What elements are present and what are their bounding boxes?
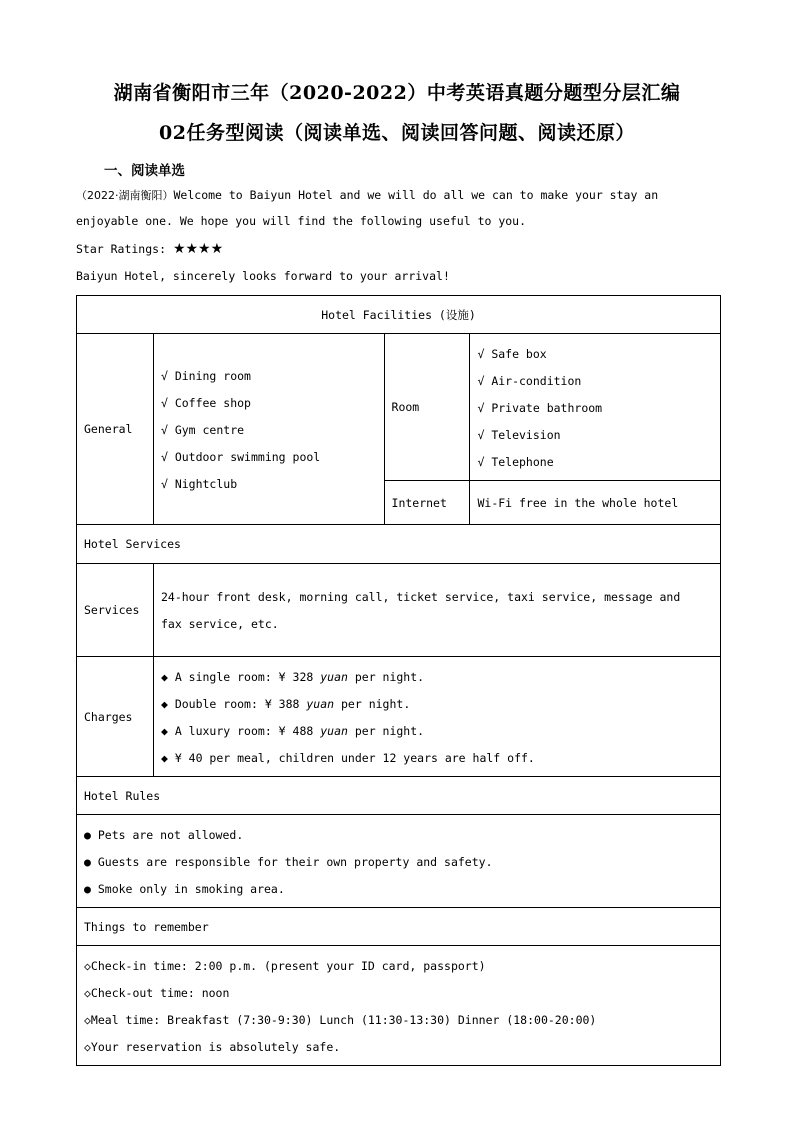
internet-label: Internet [384,481,470,525]
charge-unit: yuan [320,669,348,684]
remember-item: ◇Your reservation is absolutely safe. [84,1039,341,1054]
charge-item [161,691,713,718]
charge-text: ◆ A luxury room: ¥ 488 [160,723,321,738]
remember-list [77,946,721,1066]
room-item: √ Private bathroom [477,400,603,415]
charge-text: ◆ Double room: ¥ 388 [160,696,307,711]
intro-line-1-text: Welcome to Baiyun Hotel and we will do all we can to make your stay an [173,188,659,202]
star-icons: ★★★★ [172,241,224,257]
charge-unit: yuan [320,723,348,738]
charge-item [161,664,713,691]
section-heading: 一、阅读单选 [104,163,185,179]
charge-item [161,718,713,745]
room-list [470,334,721,481]
hotel-info-table [76,295,721,1066]
room-item: √ Telephone [477,454,554,469]
services-line: 24-hour front desk, morning call, ticket service, taxi service, message and [160,590,681,604]
general-label: General [77,334,154,525]
star-rating-label: Star Ratings: [76,242,173,256]
general-item: √ Outdoor swimming pool [160,449,321,464]
room-item: √ Television [477,427,561,442]
rules-header: Hotel Rules [77,777,721,815]
charge-text: ◆ A single room: ¥ 328 [160,669,321,684]
charge-text: per night. [347,669,425,684]
remember-item: ◇Meal time: Breakfast (7:30-9:30) Lunch (11:30-13:30) Dinner (18:00-20:00) [84,1012,597,1027]
general-item: √ Dining room [160,368,251,383]
intro-line-1 [76,187,658,203]
general-item: √ Coffee shop [160,395,251,410]
facilities-header: Hotel Facilities (设施) [77,296,721,334]
internet-value: Wi-Fi free in the whole hotel [470,481,721,525]
services-label: Services [77,564,154,657]
rules-list [77,815,721,908]
charge-unit: yuan [306,696,335,711]
room-item: √ Safe box [477,346,547,361]
general-item: √ Nightclub [160,476,238,491]
remember-item: ◇Check-out time: noon [84,985,230,1000]
rule-item: ● Smoke only in smoking area. [84,881,285,896]
general-item: √ Gym centre [160,422,245,437]
intro-line-2: enjoyable one. We hope you will find the following useful to you. [76,214,527,228]
charge-text: per night. [334,696,411,711]
charges-list [153,657,720,777]
charge-item: ◆ ¥ 40 per meal, children under 12 years are half off. [160,750,535,765]
room-item: √ Air-condition [477,373,582,388]
star-rating [76,241,223,257]
services-header: Hotel Services [77,525,721,564]
general-list [153,334,384,525]
charge-text: per night. [347,723,425,738]
rule-item: ● Guests are responsible for their own property and safety. [84,854,493,869]
services-value [153,564,720,657]
rule-item: ● Pets are not allowed. [84,827,244,842]
charges-label: Charges [77,657,154,777]
services-line: fax service, etc. [160,617,279,631]
remember-item: ◇Check-in time: 2:00 p.m. (present your ID card, passport) [84,958,486,973]
remember-header: Things to remember [77,908,721,946]
document-title-line1: 湖南省衡阳市三年（2020-2022）中考英语真题分题型分层汇编 [113,82,681,104]
source-tag: （2022·湖南衡阳） [76,189,174,202]
room-label: Room [384,334,470,481]
intro-line-4: Baiyun Hotel, sincerely looks forward to your arrival! [76,269,450,283]
document-title-line2: 02任务型阅读（阅读单选、阅读回答问题、阅读还原） [159,122,635,144]
